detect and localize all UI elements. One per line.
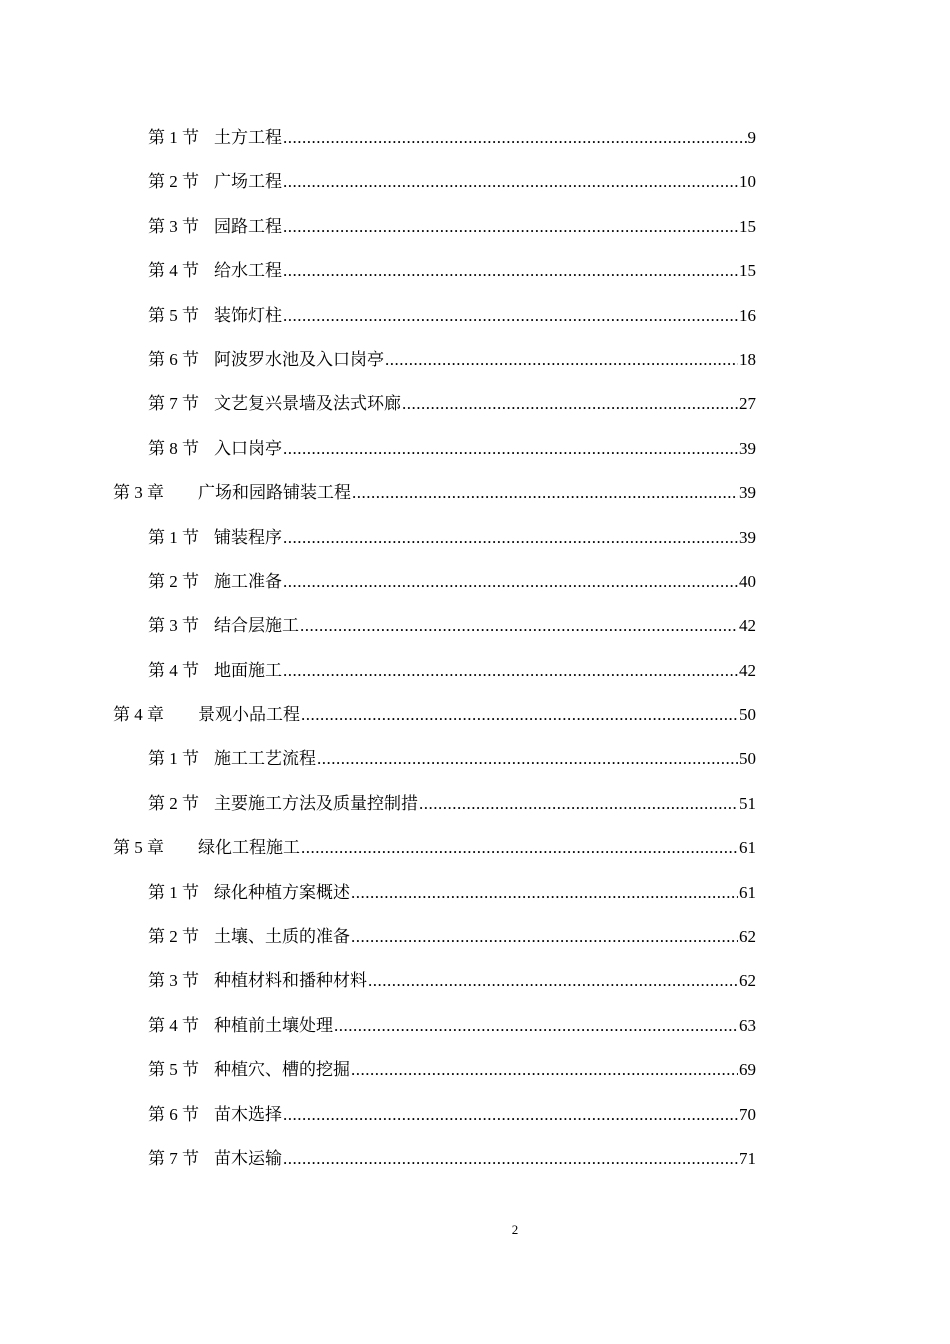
toc-entry-page: 71 [739, 1148, 756, 1168]
dot-leader [300, 604, 738, 648]
dot-leader [402, 382, 738, 426]
toc-entry-title: 施工工艺流程 [214, 749, 316, 769]
toc-entry-number: 第 3 节 [148, 616, 199, 636]
toc-entry-page: 40 [739, 571, 756, 591]
toc-entry-number: 第 6 节 [148, 349, 199, 369]
toc-entry-number: 第 4 节 [148, 261, 199, 281]
toc-entry-number: 第 2 节 [148, 172, 199, 192]
toc-entry-title: 给水工程 [214, 261, 282, 281]
toc-entry-page: 62 [739, 927, 756, 947]
toc-entry-page: 39 [739, 483, 756, 503]
dot-leader [301, 693, 738, 737]
toc-section-entry[interactable] [148, 382, 756, 426]
toc-section-entry[interactable] [148, 871, 756, 915]
dot-leader [283, 1093, 738, 1137]
toc-entry-page: 18 [739, 349, 756, 369]
toc-entry-number: 第 4 节 [148, 660, 199, 680]
toc-section-entry[interactable] [148, 160, 756, 204]
toc-section-entry[interactable] [148, 427, 756, 471]
toc-entry-page: 39 [739, 527, 756, 547]
toc-entry-title: 景观小品工程 [198, 705, 300, 725]
toc-entry-page: 10 [739, 172, 756, 192]
toc-entry-page: 50 [739, 705, 756, 725]
toc-entry-number: 第 6 节 [148, 1104, 199, 1124]
toc-entry-number: 第 1 节 [148, 128, 199, 147]
toc-entry-title: 种植前土壤处理 [214, 1015, 333, 1035]
dot-leader [419, 782, 738, 826]
toc-entry-title: 铺装程序 [214, 527, 282, 547]
dot-leader [283, 649, 738, 693]
dot-leader [351, 1048, 738, 1092]
toc-entry-page: 70 [739, 1104, 756, 1124]
dot-leader [283, 205, 738, 249]
toc-entry-title: 装饰灯柱 [214, 305, 282, 325]
toc-entry-page: 42 [739, 616, 756, 636]
toc-entry-number: 第 1 节 [148, 527, 199, 547]
toc-chapter-entry[interactable] [113, 471, 756, 515]
toc-entry-page: 16 [739, 305, 756, 325]
toc-entry-number: 第 1 节 [148, 749, 199, 769]
toc-entry-title: 地面施工 [214, 660, 282, 680]
toc-entry-page: 69 [739, 1060, 756, 1080]
toc-entry-page: 50 [739, 749, 756, 769]
toc-entry-number: 第 5 节 [148, 1060, 199, 1080]
toc-entry-page: 39 [739, 438, 756, 458]
toc-entry-number: 第 4 节 [148, 1015, 199, 1035]
dot-leader [351, 871, 738, 915]
dot-leader [317, 737, 738, 781]
toc-chapter-entry[interactable] [113, 826, 756, 870]
toc-entry-number: 第 8 节 [148, 438, 199, 458]
toc-section-entry[interactable] [148, 338, 756, 382]
toc-section-entry[interactable] [148, 205, 756, 249]
toc-section-entry[interactable] [148, 249, 756, 293]
toc-entry-number: 第 2 节 [148, 793, 199, 813]
page-number: 2 [511, 1222, 519, 1237]
toc-entry-page: 51 [739, 793, 756, 813]
toc-section-entry[interactable] [148, 1048, 756, 1092]
toc-section-entry[interactable] [148, 560, 756, 604]
dot-leader [368, 959, 738, 1003]
dot-leader [283, 560, 738, 604]
toc-section-entry[interactable] [148, 737, 756, 781]
dot-leader [283, 1137, 738, 1181]
toc-entry-title: 广场工程 [214, 172, 282, 192]
toc-section-entry[interactable] [148, 604, 756, 648]
toc-entry-page: 42 [739, 660, 756, 680]
toc-entry-page: 15 [739, 261, 756, 281]
toc-entry-number: 第 5 节 [148, 305, 199, 325]
toc-entry-title: 园路工程 [214, 216, 282, 236]
toc-entry-number: 第 5 章 [113, 838, 164, 858]
dot-leader [283, 160, 738, 204]
toc-entry-title: 种植穴、槽的挖掘 [214, 1060, 350, 1080]
toc-entry-title: 广场和园路铺装工程 [198, 483, 351, 503]
dot-leader [301, 826, 738, 870]
toc-entry-page: 27 [739, 394, 756, 414]
toc-section-entry[interactable] [148, 1137, 756, 1181]
toc-chapter-entry[interactable] [113, 693, 756, 737]
dot-leader [283, 427, 738, 471]
toc-entry-title: 土壤、土质的准备 [214, 927, 350, 947]
toc-section-entry[interactable] [148, 294, 756, 338]
toc-entry-page: 61 [739, 882, 756, 902]
toc-entry-page: 15 [739, 216, 756, 236]
toc-entry-page: 63 [739, 1015, 756, 1035]
toc-entry-title: 苗木运输 [214, 1148, 282, 1168]
toc-entry-title: 阿波罗水池及入口岗亭 [214, 349, 384, 369]
toc-section-entry[interactable] [148, 116, 756, 160]
dot-leader [351, 915, 738, 959]
toc-entry-number: 第 3 节 [148, 216, 199, 236]
toc-entry-number: 第 2 节 [148, 927, 199, 947]
toc-entry-title: 施工准备 [214, 571, 282, 591]
toc-entry-number: 第 7 节 [148, 394, 199, 414]
dot-leader [283, 294, 738, 338]
toc-section-entry[interactable] [148, 1093, 756, 1137]
toc-entry-title: 土方工程 [214, 128, 282, 147]
toc-entry-number: 第 2 节 [148, 571, 199, 591]
toc-entry-number: 第 3 节 [148, 971, 199, 991]
dot-leader [385, 338, 738, 382]
dot-leader [352, 471, 738, 515]
toc-entry-title: 入口岗亭 [214, 438, 282, 458]
toc-entry-number: 第 1 节 [148, 882, 199, 902]
toc-entry-title: 绿化种植方案概述 [214, 882, 350, 902]
toc-entry-number: 第 4 章 [113, 705, 164, 725]
toc-section-entry[interactable] [148, 915, 756, 959]
dot-leader [283, 249, 738, 293]
toc-entry-number: 第 7 节 [148, 1148, 199, 1168]
toc-entry-page: 9 [747, 128, 756, 147]
toc-entry-title: 绿化工程施工 [198, 838, 300, 858]
toc-section-entry[interactable] [148, 649, 756, 693]
toc-entry-page: 61 [739, 838, 756, 858]
toc-entry-title: 苗木选择 [214, 1104, 282, 1124]
toc-section-entry[interactable] [148, 782, 756, 826]
toc-entry-title: 种植材料和播种材料 [214, 971, 367, 991]
toc-entry-title: 文艺复兴景墙及法式环廊 [214, 394, 401, 414]
dot-leader [283, 516, 738, 560]
toc-entry-title: 主要施工方法及质量控制措 [214, 793, 418, 813]
toc-section-entry[interactable] [148, 1004, 756, 1048]
dot-leader [334, 1004, 738, 1048]
toc-section-entry[interactable] [148, 959, 756, 1003]
toc-entry-page: 62 [739, 971, 756, 991]
toc-entry-title: 结合层施工 [214, 616, 299, 636]
dot-leader [283, 116, 747, 160]
table-of-contents [0, 116, 950, 1181]
toc-entry-number: 第 3 章 [113, 483, 164, 503]
toc-section-entry[interactable] [148, 516, 756, 560]
